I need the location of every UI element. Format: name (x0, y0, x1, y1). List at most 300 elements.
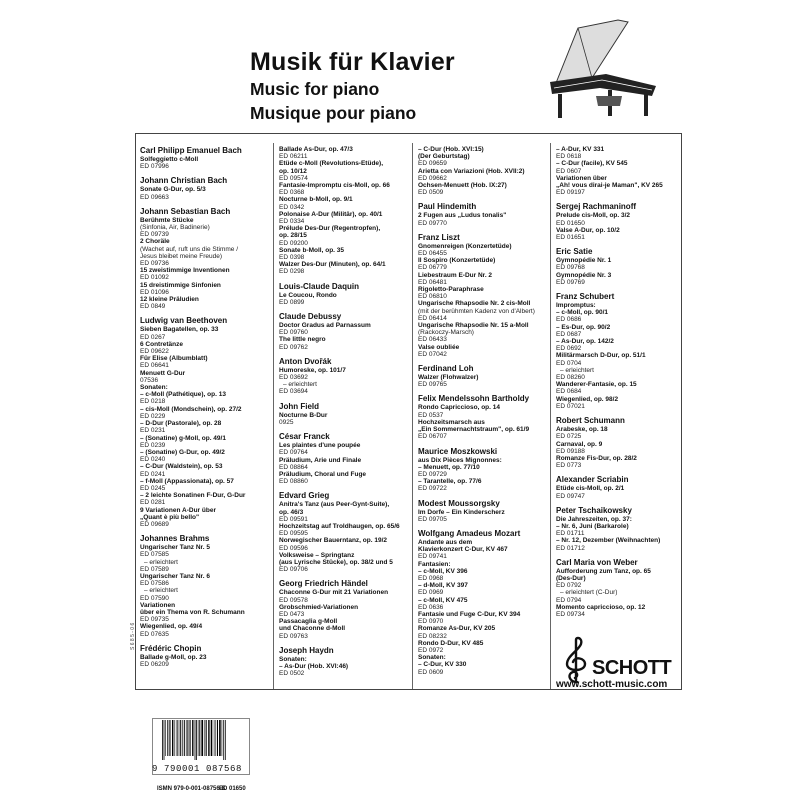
composer-name: Joseph Haydn (279, 645, 334, 655)
edition-code: ED 09622 (140, 348, 169, 356)
composer-name: Eric Satie (556, 247, 593, 257)
edition-code: ED 0473 (279, 610, 305, 618)
work-title: Andante aus dem (418, 538, 473, 546)
composer-name: Peter Tschaikowsky (556, 505, 632, 515)
catalog-column-3 (418, 146, 544, 676)
edition-code: ED 09769 (556, 278, 585, 286)
edition-code: ED 01650 (556, 219, 585, 227)
work-title: – A-Dur, KV 331 (556, 146, 605, 153)
edition-code: ED 0398 (279, 254, 305, 262)
work-title: Sonaten: (279, 655, 307, 663)
edition-code: ED 0636 (418, 603, 444, 611)
edition-code: ED 09729 (418, 470, 447, 478)
work-title: „Ah! vous dirai-je Maman", KV 265 (556, 182, 663, 190)
work-title: Für Elise (Albumblatt) (140, 355, 208, 363)
composer-name: Alexander Scriabin (556, 475, 629, 485)
work-title: Fantasien: (418, 560, 451, 568)
edition-code: ED 0609 (418, 668, 444, 676)
edition-code: ED 07585 (140, 551, 169, 559)
edition-code: ED 0218 (140, 398, 166, 406)
work-title: Solfeggietto c-Moll (140, 156, 199, 163)
work-title: Hochzeitsmarsch aus (418, 418, 485, 426)
composer-name: Frédéric Chopin (140, 643, 202, 653)
work-title: 6 Contretänze (140, 340, 183, 348)
piano-illustration (548, 18, 660, 122)
edition-code: ED 0231 (140, 427, 166, 435)
work-title: Sonate b-Moll, op. 35 (279, 246, 345, 254)
edition-code: ED 09736 (140, 260, 169, 268)
work-title: – As-Dur (Hob. XVI:46) (279, 662, 349, 670)
work-variant: – erleichtert (560, 366, 594, 374)
edition-code: ED 09747 (556, 492, 585, 500)
composer-name: Carl Philipp Emanuel Bach (140, 146, 242, 155)
edition-code: ED 07590 (140, 594, 169, 602)
composer-name: Carl Maria von Weber (556, 557, 638, 567)
composer-name: Franz Liszt (418, 232, 460, 242)
composer-name: Maurice Moszkowski (418, 446, 498, 456)
work-title: Gnomenreigen (Konzertetüde) (418, 242, 512, 250)
title-french: Musique pour piano (250, 103, 417, 123)
work-title: Norwegischer Bauerntanz, op. 19/2 (279, 537, 388, 545)
catalog-column-1 (140, 146, 266, 668)
edition-code: ED 09689 (140, 520, 169, 528)
composer-name: Ludwig van Beethoven (140, 316, 228, 326)
edition-code: ED 0969 (418, 589, 444, 597)
edition-code: ED 07589 (140, 565, 169, 573)
composer-name: Wolfgang Amadeus Mozart (418, 528, 521, 538)
edition-code: (Sinfonia, Air, Badinerie) (140, 224, 210, 232)
barcode-bar (182, 720, 183, 756)
work-title: (aus Lyrische Stücke), op. 38/2 und 5 (279, 558, 393, 566)
work-title: Chaconne G-Dur mit 21 Variationen (279, 589, 389, 597)
work-title: 15 zweistimmige Inventionen (140, 267, 230, 275)
work-title: – cis-Moll (Mondschein), op. 27/2 (140, 405, 242, 413)
barcode-bar (211, 720, 213, 756)
work-title: – Tarantelle, op. 77/6 (418, 478, 482, 486)
work-title: 2 Fugen aus „Ludus tonalis" (418, 212, 507, 220)
edition-code: ED 0298 (279, 268, 305, 276)
edition-code: ED 06810 (418, 293, 447, 301)
work-title: Gymnopédie Nr. 3 (556, 271, 612, 279)
composer-name: John Field (279, 401, 319, 411)
barcode-bar (190, 720, 191, 756)
edition-code: ED 0239 (140, 441, 166, 449)
work-title: aus Dix Pièces Mignonnes: (418, 456, 502, 464)
edition-code: ED 09762 (279, 343, 308, 351)
barcode-bar (184, 720, 185, 756)
work-title: Wiegenlied, op. 98/2 (556, 395, 619, 403)
edition-code: ED 09591 (279, 515, 308, 523)
work-title: – C-Dur, KV 330 (418, 661, 467, 669)
work-title: 9 Variationen A-Dur über (140, 506, 216, 514)
work-title: Volksweise – Springtanz (279, 551, 355, 559)
edition-code: ED 0704 (556, 359, 582, 367)
work-variant: – erleichtert (283, 381, 317, 389)
edition-code: ED 0537 (418, 411, 444, 419)
work-title: Rondo D-Dur, KV 485 (418, 639, 484, 647)
work-title: Rigoletto-Paraphrase (418, 286, 484, 294)
edition-code: ED 0245 (140, 484, 166, 492)
title-english: Music for piano (250, 79, 380, 99)
work-title: Prélude Des-Dur (Regentropfen), (279, 225, 381, 233)
work-title: Militärmarsch D-Dur, op. 51/1 (556, 352, 646, 360)
work-title: Sonaten: (418, 654, 446, 662)
edition-code: ED 09197 (556, 189, 585, 197)
work-title: Les plaintes d'une poupée (279, 442, 361, 450)
edition-code: ED 09765 (418, 381, 447, 389)
edition-code: ED 09735 (140, 616, 169, 624)
edition-code: ED 09706 (279, 566, 308, 574)
work-title: Nocturne b-Moll, op. 9/1 (279, 196, 353, 204)
edition-code: ED 06433 (418, 336, 447, 344)
barcode-bar (199, 720, 200, 756)
work-title: Fantasie-Impromptu cis-Moll, op. 66 (279, 182, 390, 190)
ismn-number: ISMN 979-0-001-08756-8 (157, 786, 226, 792)
barcode-bar (222, 720, 223, 756)
composer-name: Georg Friedrich Händel (279, 579, 368, 589)
work-title: Hochzeitstag auf Troldhaugen, op. 65/6 (279, 522, 400, 530)
edition-code: ED 0607 (556, 167, 582, 175)
edition-code: ED 06641 (140, 362, 169, 370)
work-title: Im Dorfe – Ein Kinderscherz (418, 508, 505, 516)
edition-code: ED 09574 (279, 174, 308, 182)
work-title: – Nr. 6, Juni (Barkarole) (556, 522, 629, 530)
work-title: – C-Dur (facile), KV 545 (556, 160, 628, 168)
catalog-column-2 (279, 146, 405, 677)
edition-code: ED 09763 (279, 632, 308, 640)
work-title: Ungarische Rhapsodie Nr. 2 cis-Moll (418, 300, 531, 308)
edition-code: ED 07021 (556, 402, 585, 410)
work-title: – C-Dur (Waldstein), op. 53 (140, 463, 223, 471)
edition-code: ED 07042 (418, 350, 447, 358)
composer-name: César Franck (279, 432, 330, 442)
work-title: Ungarische Rhapsodie Nr. 15 a-Moll (418, 322, 529, 330)
edition-code: ED 0334 (279, 218, 305, 226)
edition-code: ED 0509 (418, 189, 444, 197)
work-title: Gymnopédie Nr. 1 (556, 257, 612, 265)
edition-code: ED 09760 (279, 329, 308, 337)
edition-code: ED 06779 (418, 264, 447, 272)
edition-code: ED 0794 (556, 596, 582, 604)
work-title: – c-Moll, KV 396 (418, 567, 468, 575)
edition-code: ED 0687 (556, 330, 582, 338)
barcode-bar (201, 720, 203, 756)
barcode-bar (206, 720, 207, 756)
edition-number: ED 01650 (219, 786, 246, 792)
edition-code: ED 0968 (418, 574, 444, 582)
work-title: (Der Geburtstag) (418, 153, 470, 161)
edition-code: ED 0970 (418, 618, 444, 626)
work-title: Carnaval, op. 9 (556, 440, 603, 448)
edition-code: ED 06707 (418, 433, 447, 441)
work-title: – c-Moll, KV 475 (418, 596, 468, 604)
edition-code: ED 06211 (279, 153, 308, 161)
barcode-bar (196, 720, 197, 760)
work-title: Präludium, Arie und Finale (279, 456, 362, 464)
edition-code: ED 03694 (279, 388, 308, 396)
publisher-url: www.schott-music.com (556, 679, 668, 690)
edition-code: ED 09770 (418, 219, 447, 227)
composer-name: Louis-Claude Daquin (279, 281, 359, 291)
barcode-bar (175, 720, 176, 756)
work-title: op. 46/3 (279, 508, 304, 516)
barcode-bar (187, 720, 188, 756)
work-title: The little negro (279, 336, 326, 344)
edition-code: ED 09734 (556, 610, 585, 618)
title-german: Musik für Klavier (250, 48, 455, 76)
edition-code: ED 09578 (279, 596, 308, 604)
composer-name: Johann Sebastian Bach (140, 206, 231, 216)
work-title: – 2 leichte Sonatinen F-Dur, G-Dur (140, 492, 246, 500)
work-title: „Quant è più bello" (140, 513, 200, 521)
work-title: Grobschmied-Variationen (279, 603, 359, 611)
edition-code: ED 07586 (140, 580, 169, 588)
edition-code: ED 0240 (140, 456, 166, 464)
work-title: Die Jahreszeiten, op. 37: (556, 515, 632, 523)
barcode-bar (180, 720, 181, 756)
edition-code: ED 09188 (556, 447, 585, 455)
work-title: Menuett G-Dur (140, 369, 186, 377)
edition-code: ED 06209 (140, 660, 169, 668)
barcode (160, 720, 246, 760)
edition-code: ED 07996 (140, 163, 169, 171)
work-title: – c-Moll, op. 90/1 (556, 309, 609, 317)
composer-name: Sergej Rachmaninoff (556, 202, 637, 212)
edition-code: ED 0241 (140, 470, 166, 478)
composer-name: Edvard Grieg (279, 491, 330, 501)
edition-code: ED 09595 (279, 530, 308, 538)
edition-code: ED 0618 (556, 153, 582, 161)
barcode-bar (214, 720, 215, 756)
work-title: Walzer Des-Dur (Minuten), op. 64/1 (279, 261, 386, 269)
edition-code: 0925 (279, 418, 294, 426)
work-title: (Des-Dur) (556, 574, 586, 582)
edition-code: 07536 (140, 376, 159, 384)
edition-code: ED 09741 (418, 553, 447, 561)
edition-code: ED 0684 (556, 388, 582, 396)
work-title: Momento capriccioso, op. 12 (556, 603, 646, 611)
work-title: Walzer (Flohwalzer) (418, 374, 479, 382)
work-title: Ballade As-Dur, op. 47/3 (279, 146, 353, 153)
composer-name: Ferdinand Loh (418, 364, 474, 374)
barcode-bar (172, 720, 173, 756)
edition-code: ED 08860 (279, 478, 308, 486)
work-title: Valse A-Dur, op. 10/2 (556, 226, 620, 234)
edition-code: ED 06481 (418, 278, 447, 286)
work-title: Sieben Bagatellen, op. 33 (140, 326, 219, 334)
edition-code: ED 09722 (418, 485, 447, 493)
edition-code: ED 01711 (556, 530, 585, 538)
edition-code: ED 0686 (556, 316, 582, 324)
edition-code: ED 0692 (556, 345, 582, 353)
edition-code: ED 09662 (418, 174, 447, 182)
edition-code: ED 09663 (140, 193, 169, 201)
work-title: Ballade g-Moll, op. 23 (140, 653, 207, 661)
side-code: S 6 8 5 - 0 6 (130, 622, 136, 650)
work-title: Wiegenlied, op. 49/4 (140, 623, 203, 631)
barcode-bar (162, 720, 163, 760)
work-variant: – erleichtert (C-Dur) (560, 589, 618, 597)
edition-code: Jesus bleibet meine Freude) (140, 252, 223, 260)
composer-name: Claude Debussy (279, 312, 342, 322)
work-title: Ungarischer Tanz Nr. 6 (140, 572, 210, 580)
work-title: Präludium, Choral und Fuge (279, 470, 367, 478)
work-title: Anitra's Tanz (aus Peer-Gynt-Suite), (279, 501, 390, 509)
work-title: Sonaten: (140, 384, 168, 392)
work-title: Sonate G-Dur, op. 5/3 (140, 186, 206, 194)
work-title: Rondo Capriccioso, op. 14 (418, 404, 500, 412)
edition-code: ED 01092 (140, 274, 169, 282)
work-title: Berühmte Stücke (140, 216, 194, 224)
edition-code: ED 0281 (140, 499, 166, 507)
work-title: Arabeske, op. 18 (556, 426, 608, 434)
work-title: – Menuett, op. 77/10 (418, 463, 480, 471)
work-title: Aufforderung zum Tanz, op. 65 (556, 567, 651, 575)
work-title: Ochsen-Menuett (Hob. IX:27) (418, 182, 507, 190)
barcode-bar (217, 720, 218, 756)
work-title: – Es-Dur, op. 90/2 (556, 323, 611, 331)
work-title: – As-Dur, op. 142/2 (556, 338, 614, 346)
barcode-bar (223, 720, 224, 760)
work-title: Nocturne B-Dur (279, 411, 328, 419)
work-title: 12 kleine Präludien (140, 296, 199, 304)
column-divider (273, 143, 274, 689)
work-title: Passacaglia g-Moll (279, 618, 338, 626)
edition-code: ED 03692 (279, 374, 308, 382)
work-variant: – erleichtert (144, 558, 178, 566)
barcode-bar (167, 720, 168, 756)
work-title: Romanze Fis-Dur, op. 28/2 (556, 454, 637, 462)
barcode-bar (219, 720, 221, 756)
work-title: 2 Choräle (140, 238, 170, 246)
work-title: – c-Moll (Pathétique), op. 13 (140, 391, 226, 399)
composer-name: Paul Hindemith (418, 202, 477, 212)
work-title: Ungarischer Tanz Nr. 5 (140, 544, 210, 552)
work-title: Variationen über (556, 174, 607, 182)
work-title: op. 28/15 (279, 232, 307, 240)
work-title: Doctor Gradus ad Parnassum (279, 322, 371, 330)
composer-name: Anton Dvořák (279, 356, 332, 366)
barcode-bar (165, 720, 166, 756)
edition-code: ED 06414 (418, 314, 447, 322)
edition-code: ED 09764 (279, 449, 308, 457)
work-title: Il Sospiro (Konzertetüde) (418, 257, 496, 265)
edition-code: ED 07635 (140, 630, 169, 638)
work-title: – f-Moll (Appassionata), op. 57 (140, 477, 234, 485)
edition-code: ED 08260 (556, 374, 585, 382)
work-title: Variationen (140, 601, 176, 609)
work-title: – D-Dur (Pastorale), op. 28 (140, 420, 222, 428)
work-title: – C-Dur (Hob. XVI:15) (418, 146, 484, 153)
work-title: 15 dreistimmige Sinfonien (140, 281, 221, 289)
edition-code: ED 0773 (556, 462, 582, 470)
edition-code: ED 0368 (279, 189, 305, 197)
work-title: – Nr. 12, Dezember (Weihnachten) (556, 537, 661, 545)
edition-code: (Wachet auf, ruft uns die Stimme / (140, 245, 239, 253)
composer-name: Franz Schubert (556, 292, 615, 302)
edition-code: ED 09739 (140, 231, 169, 239)
work-title: Liebestraum E-Dur Nr. 2 (418, 271, 493, 279)
barcode-bar (195, 720, 196, 760)
edition-code: ED 0792 (556, 582, 582, 590)
work-title: op. 10/12 (279, 167, 307, 175)
barcode-bar (216, 720, 217, 756)
barcode-bar (204, 720, 205, 756)
work-title: Fantasie und Fuge C-Dur, KV 394 (418, 610, 521, 618)
edition-code: ED 09768 (556, 264, 585, 272)
barcode-bar (164, 720, 165, 760)
barcode-bar (179, 720, 180, 756)
work-variant: – erleichtert (144, 587, 178, 595)
work-title: „Ein Sommernachtstraum", op. 61/9 (418, 426, 530, 434)
work-title: – (Sonatine) G-Dur, op. 49/2 (140, 448, 225, 456)
work-title: Romanze As-Dur, KV 205 (418, 625, 496, 633)
barcode-bar (169, 720, 170, 756)
work-title: Etüde cis-Moll, op. 2/1 (556, 485, 625, 493)
barcode-bar (186, 720, 187, 756)
edition-code: ED 01712 (556, 544, 585, 552)
column-divider (412, 143, 413, 689)
work-title: Valse oubliée (418, 343, 460, 351)
edition-code: ED 01096 (140, 288, 169, 296)
edition-code: ED 0267 (140, 333, 166, 341)
edition-code: ED 09659 (418, 160, 447, 168)
work-title: und Chaconne d-Moll (279, 625, 346, 633)
work-title: Prelude cis-Moll, op. 3/2 (556, 212, 631, 220)
work-title: Le Coucou, Rondo (279, 291, 337, 299)
work-title: Impromptus: (556, 302, 596, 310)
composer-name: Johann Christian Bach (140, 176, 228, 186)
edition-code: ED 0972 (418, 646, 444, 654)
edition-code: ED 06455 (418, 250, 447, 258)
work-title: Klavierkonzert C-Dur, KV 467 (418, 546, 508, 554)
composer-name: Felix Mendelssohn Bartholdy (418, 394, 530, 404)
edition-code: ED 0899 (279, 298, 305, 306)
edition-code: ED 01651 (556, 234, 585, 242)
edition-code: ED 0502 (279, 670, 305, 678)
edition-code: ED 08864 (279, 463, 308, 471)
work-title: Arietta con Variazioni (Hob. XVII:2) (418, 167, 525, 175)
work-title: – d-Moll, KV 397 (418, 582, 468, 590)
edition-code: (Rackoczy-Marsch) (418, 329, 474, 337)
barcode-bar (198, 720, 199, 756)
composer-name: Robert Schumann (556, 416, 625, 426)
edition-code: ED 09596 (279, 544, 308, 552)
barcode-bar (225, 720, 226, 760)
work-title: Wanderer-Fantasie, op. 15 (556, 381, 637, 389)
barcode-bar (192, 720, 193, 756)
column-divider (550, 143, 551, 689)
publisher-name: SCHOTT (592, 657, 672, 679)
work-title: Polonaise A-Dur (Militär), op. 40/1 (279, 210, 383, 218)
composer-name: Johannes Brahms (140, 534, 210, 544)
work-title: Humoreske, op. 101/7 (279, 366, 346, 374)
barcode-digits: 9 790001 087568 (152, 764, 243, 774)
edition-code: ED 0849 (140, 303, 166, 311)
catalog-column-4 (556, 146, 682, 618)
work-title: – (Sonatine) g-Moll, op. 49/1 (140, 434, 226, 442)
edition-code: ED 0229 (140, 412, 166, 420)
edition-code: ED 08232 (418, 632, 447, 640)
work-title: Etüde c-Moll (Revolutions-Etüde), (279, 160, 383, 168)
barcode-bar (177, 720, 178, 756)
edition-code: ED 09200 (279, 239, 308, 247)
edition-code: ED 0342 (279, 203, 305, 211)
edition-code: (mit der berühmten Kadenz von d'Albert) (418, 307, 535, 315)
work-title: über ein Thema von R. Schumann (140, 608, 245, 616)
barcode-bar (208, 720, 209, 756)
edition-code: ED 09705 (418, 515, 447, 523)
